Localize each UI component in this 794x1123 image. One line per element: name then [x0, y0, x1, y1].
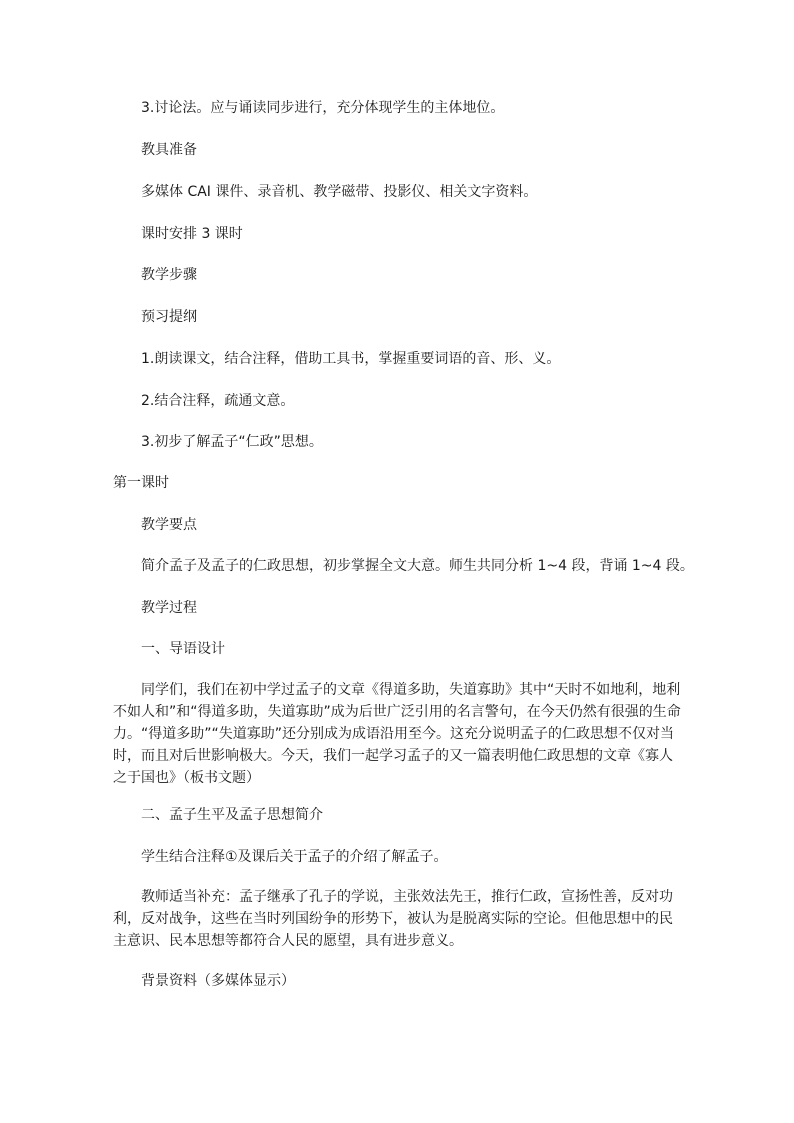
class-hours-line: 课时安排 3 课时 — [141, 226, 243, 242]
intro-paragraph: 同学们，我们在初中学过孟子的文章《得道多助，失道寡助》其中“天时不如地利，地利不如人和”和“得道多助，失道寡助”成为后世广泛引用的名言警句，在今天仍然有很强的生命力。“得道多助”“失道寡助”还分别成为成语沿用至今。这充分说明孟子的仁政思想不仅对当时，而且对后世影响极大。今天，我们一起学习孟子的又一篇表明他仁政思想的文章《寡人之于国也》（板书文题） — [113, 682, 681, 786]
teacher-supplement-paragraph: 教师适当补充：孟子继承了孔子的学说，主张效法先王，推行仁政，宣扬性善，反对功利，反对战争，这些在当时列国纷争的形势下，被认为是脱离实际的空论。但他思想中的民主意识、民本思想等都符合人民的愿望，具有进步意义。 — [113, 889, 673, 949]
teaching-tools-line: 多媒体 CAI 课件、录音机、教学磁带、投影仪、相关文字资料。 — [141, 184, 538, 200]
first-lesson-heading: 第一课时 — [113, 475, 169, 491]
preview-item-1: 1.朗读课文，结合注释，借助工具书，掌握重要词语的音、形、义。 — [141, 351, 561, 367]
intro-design-heading: 一、导语设计 — [141, 641, 225, 657]
teaching-steps-heading: 教学步骤 — [141, 267, 197, 283]
teaching-process-heading: 教学过程 — [141, 600, 197, 616]
preview-outline-heading: 预习提纲 — [141, 309, 197, 325]
mencius-life-heading: 二、孟子生平及孟子思想简介 — [141, 807, 323, 823]
method-discussion-line: 3.讨论法。应与诵读同步进行，充分体现学生的主体地位。 — [141, 100, 505, 116]
teaching-tools-heading: 教具准备 — [141, 142, 197, 158]
background-material-line: 背景资料（多媒体显示） — [141, 973, 295, 989]
teaching-points-heading: 教学要点 — [141, 517, 197, 533]
student-notes-line: 学生结合注释①及课后关于孟子的介绍了解孟子。 — [141, 849, 448, 865]
preview-item-2: 2.结合注释，疏通文意。 — [141, 393, 295, 409]
teaching-points-line: 简介孟子及孟子的仁政思想，初步掌握全文大意。师生共同分析 1~4 段，背诵 1~4 段。 — [141, 558, 694, 574]
preview-item-3: 3.初步了解孟子“仁政”思想。 — [141, 434, 323, 450]
